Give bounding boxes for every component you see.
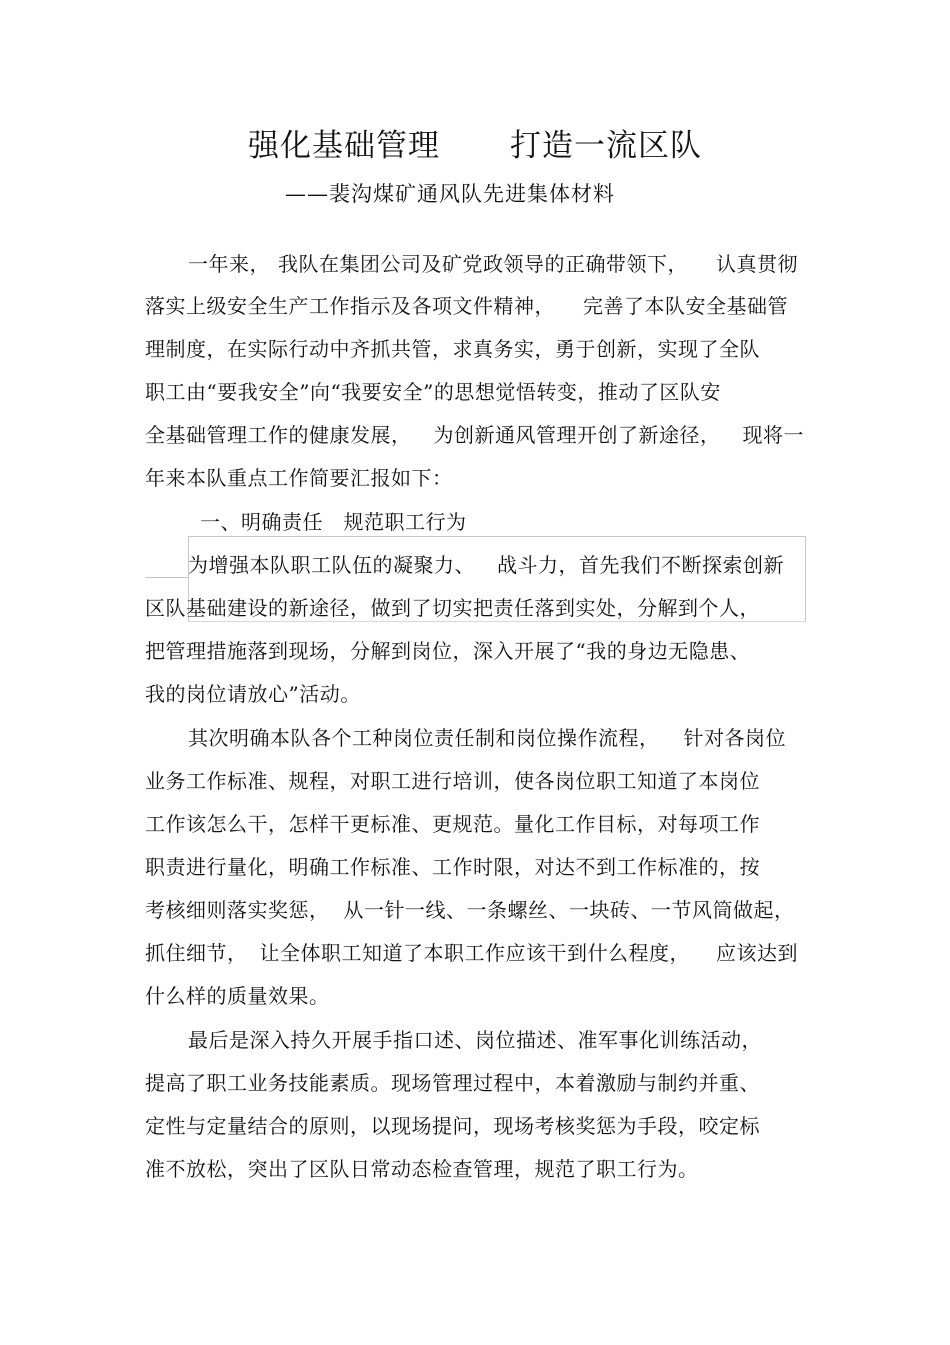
text-segment: 年来本队重点工作简要汇报如下： bbox=[145, 466, 453, 490]
paragraph-2-line bbox=[188, 549, 784, 578]
paragraph-4-line bbox=[145, 1153, 699, 1182]
text-segment: 考核细则落实奖惩， bbox=[145, 898, 330, 922]
text-segment: 把管理措施落到现场，分解到岗位，深入开展了“我的身边无隐患、 bbox=[145, 639, 751, 663]
text-segment: 一年来， bbox=[188, 252, 270, 276]
text-segment: 抓住细节， bbox=[145, 941, 248, 965]
paragraph-3-line bbox=[145, 851, 760, 880]
text-segment: 理制度，在实际行动中齐抓共管，求真务实，勇于创新，实现了全队 bbox=[145, 337, 760, 361]
text-segment: 区队基础建设的新途径，做到了切实把责任落到实处，分解到个人， bbox=[145, 596, 760, 620]
text-segment: 最后是深入持久开展手指口述、岗位描述、准军事化训练活动， bbox=[188, 1028, 762, 1052]
text-segment: 我队在集团公司及矿党政领导的正确带领下， bbox=[278, 252, 688, 276]
paragraph-1-line bbox=[145, 376, 721, 405]
paragraph-3-line bbox=[145, 937, 798, 966]
text-frame-border-tick bbox=[145, 577, 189, 578]
text-segment: 什么样的质量效果。 bbox=[145, 984, 330, 1008]
text-segment: 现将一 bbox=[742, 423, 804, 447]
paragraph-2-line bbox=[145, 678, 361, 707]
paragraph-1-line bbox=[145, 419, 804, 448]
paragraph-3-line bbox=[145, 894, 795, 923]
text-segment: 我的岗位请放心”活动。 bbox=[145, 682, 361, 706]
text-segment: 应该达到 bbox=[716, 941, 798, 965]
text-segment: 落实上级安全生产工作指示及各项文件精神， bbox=[145, 294, 555, 318]
paragraph-1-line bbox=[145, 333, 760, 362]
text-segment: 职责进行量化，明确工作标准、工作时限，对达不到工作标准的，按 bbox=[145, 855, 760, 879]
document-subtitle: ——裴沟煤矿通风队先进集体材料 bbox=[285, 182, 615, 206]
text-segment: 工作该怎么干，怎样干更标准、更规范。量化工作目标，对每项工作 bbox=[145, 812, 760, 836]
paragraph-2-line bbox=[145, 635, 750, 664]
paragraph-4-line bbox=[145, 1110, 760, 1139]
paragraph-3-line bbox=[145, 765, 760, 794]
document-title bbox=[0, 120, 950, 165]
paragraph-1-line bbox=[145, 290, 788, 319]
text-segment: 从一针一线、一条螺丝、一块砖、一节风筒做起， bbox=[343, 898, 795, 922]
text-segment: 认真贯彻 bbox=[716, 252, 798, 276]
paragraph-4-line bbox=[145, 1067, 760, 1096]
text-segment: 完善了本队安全基础管 bbox=[583, 294, 788, 318]
paragraph-3-line bbox=[145, 808, 760, 837]
text-segment: 为增强本队职工队伍的凝聚力、 bbox=[188, 553, 475, 577]
text-segment: 战斗力，首先我们不断探索创新 bbox=[497, 553, 784, 577]
text-segment: 为创新通风管理开创了新途径， bbox=[433, 423, 721, 447]
paragraph-3-line bbox=[145, 980, 330, 1009]
title-part-1: 强化基础管理 bbox=[248, 128, 440, 164]
paragraph-2-line bbox=[145, 592, 760, 621]
text-segment: 全基础管理工作的健康发展， bbox=[145, 423, 412, 447]
title-part-2: 打造一流区队 bbox=[510, 128, 702, 164]
text-segment: 职工由“要我安全”向“我要安全”的思想觉悟转变，推动了区队安 bbox=[145, 380, 721, 404]
text-segment: 业务工作标准、规程，对职工进行培训，使各岗位职工知道了本岗位 bbox=[145, 769, 760, 793]
text-segment: 针对各岗位 bbox=[683, 726, 786, 750]
paragraph-4-line bbox=[188, 1024, 762, 1053]
text-segment: 提高了职工业务技能素质。现场管理过程中，本着激励与制约并重、 bbox=[145, 1071, 760, 1095]
text-segment: 让全体职工知道了本职工作应该干到什么程度， bbox=[259, 941, 690, 965]
text-segment: 准不放松，突出了区队日常动态检查管理，规范了职工行为。 bbox=[145, 1157, 699, 1181]
section-heading: 一、明确责任 规范职工行为 bbox=[200, 510, 467, 534]
paragraph-1-line bbox=[145, 462, 453, 491]
paragraph-3-line bbox=[188, 722, 786, 751]
text-segment: 定性与定量结合的原则，以现场提问，现场考核奖惩为手段，咬定标 bbox=[145, 1114, 760, 1138]
paragraph-1-line bbox=[188, 248, 798, 277]
text-segment: 其次明确本队各个工种岗位责任制和岗位操作流程， bbox=[188, 726, 660, 750]
